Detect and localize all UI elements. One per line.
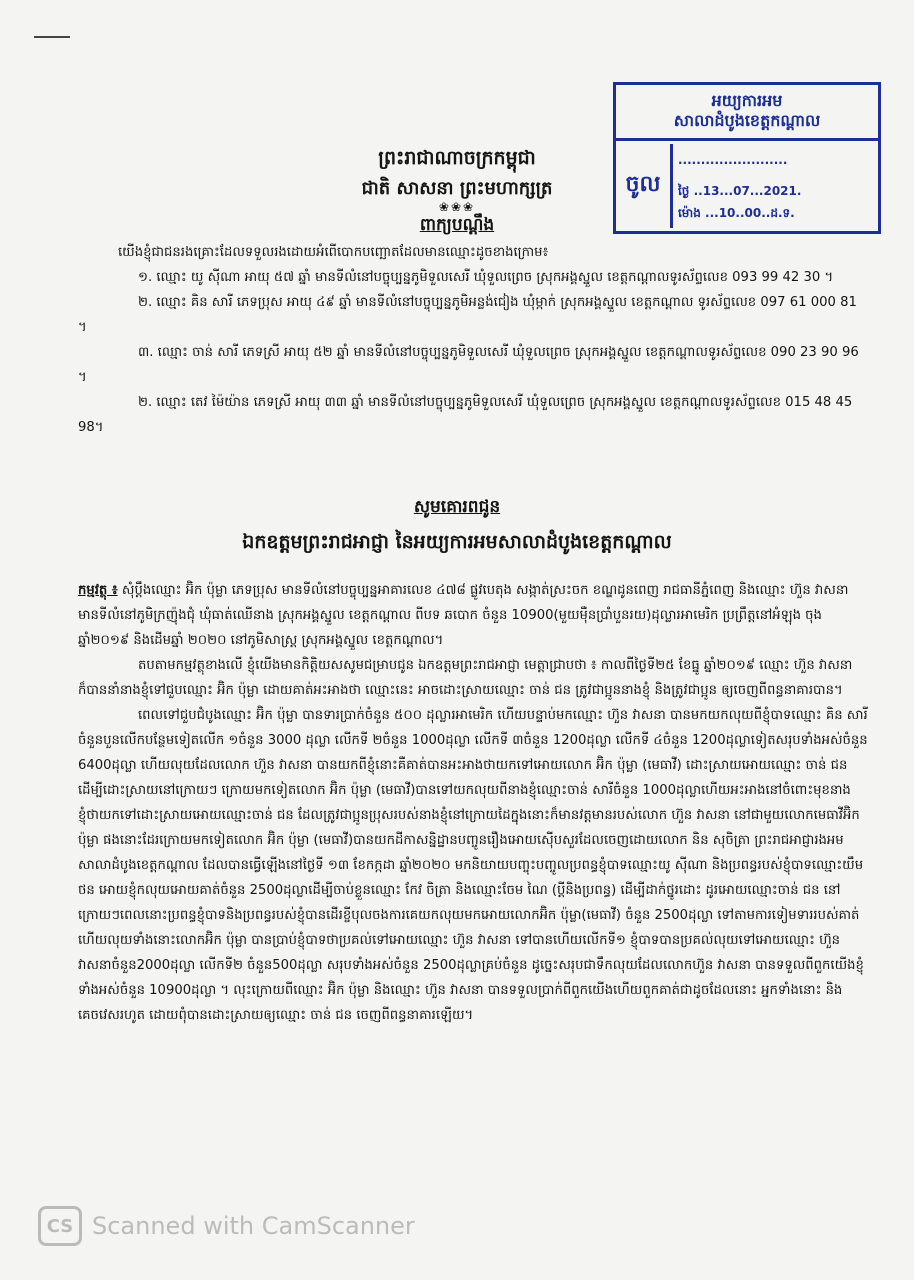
plaintiff-2: ២. ឈ្មោះ គិន សារី ភេទប្រុស អាយុ ៤៩ ឆ្នាំ មានទីលំនៅបច្ចុប្បន្នភូមិអន្លង់ជៀង ឃុំម្កាក់ ស្រុកអង្គស្នួល ខេត្តកណ្ដាល ទូរស័ព្ទលេខ 097 61 000 81 ។ [78,295,857,335]
subject-text: សុំប្ដឹងឈ្មោះ អ៊ិក ប៉ុម្លា ភេទប្រុស មានទីលំនៅបច្ចុប្បន្នអាគារលេខ ៤៧៨ ផ្លូវបេតុង សង្កាត់ស្រះចក ខណ្ឌដូនពេញ រាជធានីភ្នំពេញ និងឈ្មោះ ហ៊ួន វាសនា មានទីលំនៅភូមិក្រញ៉ុងជុំ ឃុំធាត់ឈើនាង ស្រុកអង្គស្នួល ខេត្តកណ្ដាល ពីបទ ឆបោក ចំនួន 10900(មួយម៉ឺនប្រាំបួនរយ)ដុល្លារអាមេរិក ប្រព្រឹត្តនៅអំឡុង ចុងឆ្នាំ២០១៩ និងដើមឆ្នាំ ២០២០ នៅភូមិសាស្ត្រ ស្រុកអង្គស្នួល ខេត្តកណ្ដាល។ [78,583,849,648]
camscanner-watermark: Scanned with CamScanner [92,1212,415,1240]
national-motto: ជាតិ សាសនា ព្រះមហាក្សត្រ [361,178,553,199]
stamp-received-label: ចូល [616,144,673,228]
plaintiff-3: ៣. ឈ្មោះ ចាន់ សារី ភេទស្រី អាយុ ៥២ ឆ្នាំ មានទីលំនៅបច្ចុប្បន្នភូមិទួលសេរី ឃុំទួលព្រេច ស្រុកអង្គស្នួល ខេត្តកណ្ដាលទូរស័ព្ទលេខ 090 23 90 96 ។ [78,345,859,385]
plaintiff-4: ២. ឈ្មោះ តេវ ម៉ៃយ៉ាន ភេទស្រី អាយុ ៣៣ ឆ្នាំ មានទីលំនៅបច្ចុប្បន្នភូមិទួលសេរី ឃុំទួលព្រេច ស្រុកអង្គស្នួល ខេត្តកណ្ដាលទូរស័ព្ទលេខ 015 48 45 98។ [78,395,853,435]
intro-text: យើងខ្ញុំជាជនរងគ្រោះដែលទទួលរងដោយអំពើបោកបញ្ឆោតដែលមានឈ្មោះដូចខាងក្រោម៖ [118,245,549,260]
subject-block [78,578,868,653]
stamp-header [616,85,878,141]
stamp-field-number: ........................ [678,153,788,167]
camscanner-logo: CS [38,1206,82,1246]
body-paragraph-1: តបតាមកម្មវត្ថុខាងលើ ខ្ញុំយើងមានកិត្តិយសសូមជម្រាបជូន ឯកឧត្តមព្រះរាជអាជ្ញា មេត្តាជ្រាបថា ៖ កាលពីថ្ងៃទី២៥ ខែធ្នូ ឆ្នាំ២០១៩ ឈ្មោះ ហ៊ួន វាសនា ក៏បាននាំនាងខ្ញុំទៅជួបឈ្មោះ អ៊ិក ប៉ុម្លា ដោយគាត់អះអាងថា ឈ្មោះនេះ អាចដោះស្រាយឈ្មោះ ចាន់ ជន ត្រូវជាប្អូននាងខ្ញុំ និងត្រូវជាប្អូន ឲ្យចេញពីពន្ធនាគារបាន។ [78,658,853,698]
plaintiffs-section [78,240,868,440]
addressee: ឯកឧត្តមព្រះរាជអាជ្ញា នៃអយ្យការអមសាលាដំបូងខេត្តកណ្ដាល [242,531,672,553]
stamp-line-2: សាលាដំបូងខេត្តកណ្ដាល [673,111,821,130]
stamp-date: ថ្ងៃ ..13...07...2021. [678,184,802,198]
ornament-divider: ❀❀❀ [438,200,476,214]
plaintiff-1: ១. ឈ្មោះ យូ ស៊ីណា អាយុ ៥៧ ឆ្នាំ មានទីលំនៅបច្ចុប្បន្នភូមិទួលសេរី ឃុំទួលព្រេច ស្រុកអង្គស្នួល ខេត្តកណ្ដាលទូរស័ព្ទលេខ 093 99 42 30 ។ [138,270,834,285]
top-left-mark [34,36,70,38]
kingdom-title: ព្រះរាជាណាចក្រកម្ពុជា [378,147,536,169]
stamp-time: ម៉ោង ...10..00..ដ.ទ. [678,206,795,220]
body-paragraph-2: ពេលទៅជួបជំបូងឈ្មោះ អ៊ិក ប៉ុម្លា បានទារប្រាក់ចំនួន ៥០០ ដុល្លារអាមេរិក ហើយបន្ទាប់មកឈ្មោះ ហ៊ួន វាសនា បានមកយកលុយពីខ្ញុំបាទឈ្មោះ គិន សារី ចំនួនបួនលើកបន្ថែមទៀតលើក ១ចំនួន 3000 ដុល្លា លើកទី ២ចំនួន 1000ដុល្លា លើកទី ៣ចំនួន 1200ដុល្លា លើកទី ៤ចំនួន 1200ដុល្លាទៀតសរុបទាំងអស់ចំនួន 6400ដុល្លា ហើយលុយដែលលោក ហ៊ួន វាសនា បានយកពីខ្ញុំនោះគឺគាត់បានអះអាងថាយកទៅអោយលោក អ៊ិក ប៉ុម្លា (មេធាវី) ដោះស្រាយអោយឈ្មោះ ចាន់ ជន ដើម្បីដោះស្រាយនៅក្រោយៗ ក្រោយមកទៀតលោក អ៊ិក ប៉ុម្លា (មេធាវី)បានទៅយកលុយពីនាងខ្ញុំឈ្មោះចាន់ សារីចំនួន 1000ដុល្លាហើយអះអាងនៅចំពោះមុខនាងខ្ញុំថាយកទៅដោះស្រាយអោយឈ្មោះចាន់ ជន ដែលត្រូវជាប្អូនប្រុសរបស់នាងខ្ញុំនៅក្រោយដៃក្នុងនោះក៏មានវត្តមានរបស់លោក ហ៊ួន វាសនា នៅជាមួយលោកមេធាវីអ៊ិក ប៉ុម្លា ផងនោះដែរក្រោយមកទៀតលោក អ៊ិក ប៉ុម្លា (មេធាវី)បានយកដីកាសន្និដ្ឋានបញ្ចូនរឿងអោយស៊ើបសួរដែលចេញដោយលោក និន សុចិត្រា ព្រះរាជអាជ្ញារងអមសាលាដំបូងខេត្តកណ្ដាល ដែលបានធ្វើឡើងនៅថ្ងៃទី ១៣ ខែកក្កដា ឆ្នាំ២០២០ មកនិយាយបញ្ចុះបញ្ចូលប្រពន្ធខ្ញុំបាទឈ្មោះយូ ស៊ីណា និងប្រពន្ធរបស់ខ្ញុំបាទឈ្មោះយឹម ថន អោយខ្ញុំកលុយអោយគាត់ចំនួន 2500ដុល្លាដើម្បីចាប់ខ្លួនឈ្មោះ កែវ ចិត្រា និងឈ្មោះចែម ណៃ (ប្ដីនិងប្រពន្ធ) ដើម្បីដាក់ថ្នូរដោះ ដូរអោយឈ្មោះចាន់ ជន នៅក្រោយៗពេលនោះប្រពន្ធខ្ញុំបាទនិងប្រពន្ធរបស់ខ្ញុំបានដើរខ្ចីបុលចងការគេយកលុយមកអោយលោកអ៊ិក ប៉ុម្លា(មេធាវី) ចំនួន 2500ដុល្លា ទៅតាមការទៀមទាររបស់គាត់ហើយលុយទាំងនោះលោកអ៊ិក ប៉ុម្លា បានប្រាប់ខ្ញុំបាទថាប្រគល់ទៅអោយឈ្មោះ ហ៊ួន វាសនា ទៅបានហើយលើកទី១ ខ្ញុំបាទបានប្រគល់លុយទៅអោយឈ្មោះ ហ៊ួន វាសនាចំនួន2000ដុល្លា លើកទី២ ចំនួន500ដុល្លា សរុបទាំងអស់ចំនួន 2500ដុល្លាគ្រប់ចំនួន ដូច្នេះសរុបជាទឹកលុយដែលលោកហ៊ួន វាសនា បានទទួលពីពួកយើងខ្ញុំទាំងអស់ចំនួន 10900ដុល្លា ។ លុះក្រោយពីឈ្មោះ អ៊ិក ប៉ុម្លា និងឈ្មោះ ហ៊ួន វាសនា បានទទួលប្រាក់ពីពួកយើងហើយពួកគាត់ជាដូចដែលនោះ អ្នកទាំងនោះ និងគេចវេសរហូត ដោយពុំបានដោះស្រាយឲ្យឈ្មោះ ចាន់ ជន ចេញពីពន្ធនាគារឡើយ។ [78,708,868,1023]
respect-line: សូមគោរពជូន [413,497,501,517]
document-title: ពាក្យបណ្ដឹង [419,215,495,235]
stamp-line-1: អយ្យការអម [711,91,783,110]
complaint-body [78,578,868,1028]
subject-label: កម្មវត្ថុ ៖ [78,583,118,598]
